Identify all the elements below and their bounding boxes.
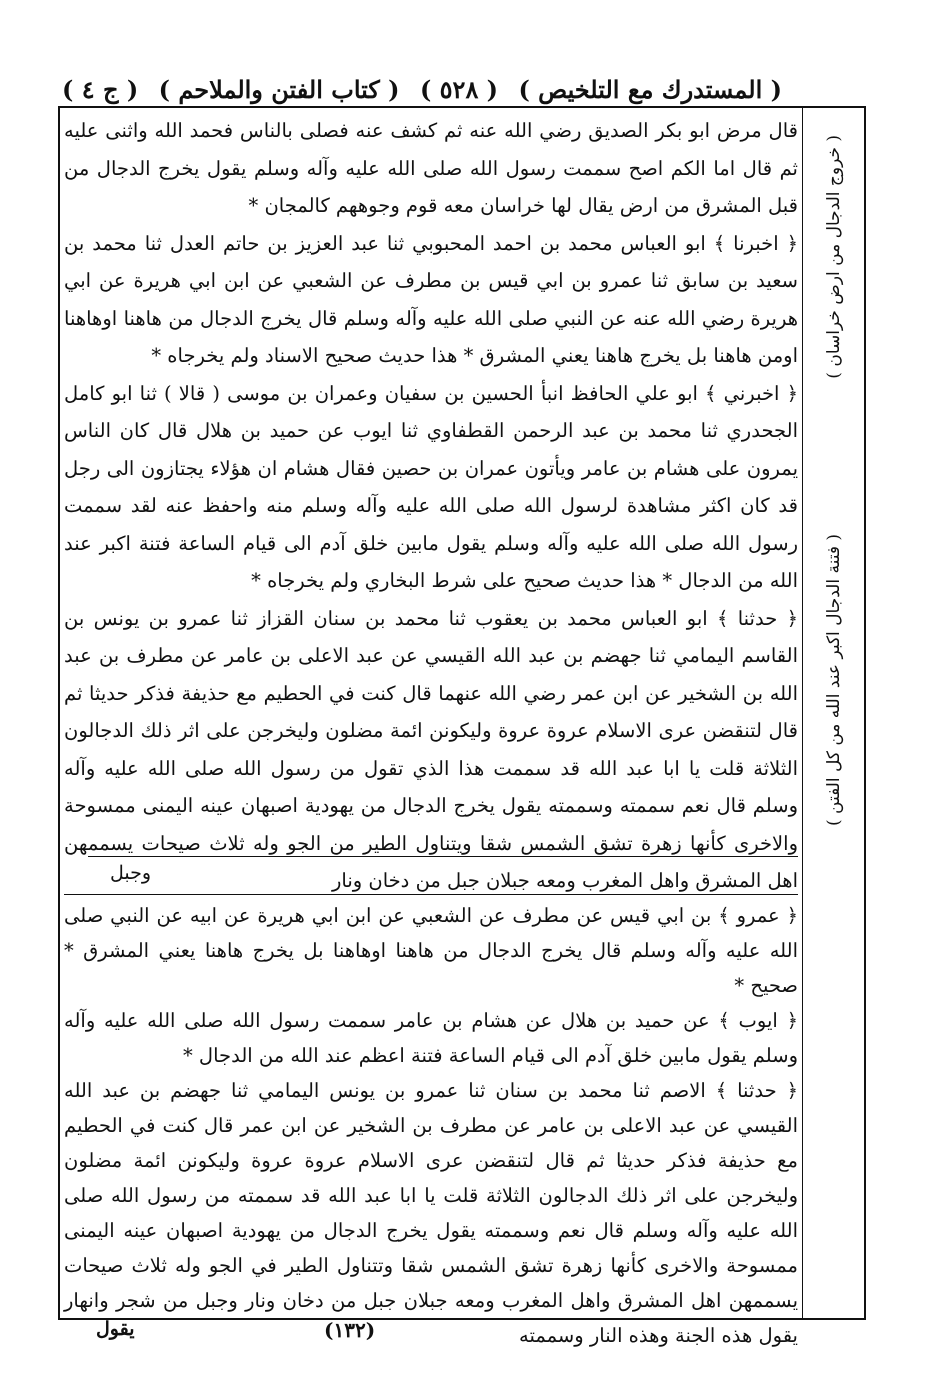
header-section-title: ( كتاب الفتن والملاحم ): [158, 74, 400, 104]
main-catchword: وجبل: [110, 862, 152, 884]
header-book-title: ( المستدرك مع التلخيص ): [518, 74, 782, 104]
summary-paragraph: ﴿ حدثنا ﴾ الاصم ثنا محمد بن سنان ثنا عمرو بن يونس اليمامي ثنا جهضم بن عبد الله القيسي عن عبد الاعلى بن عامر عن مطرف بن الشخير عن ابن عمر قال كنت في الحطيم مع حذيفة فذكر حديثا ثم قال لتنقضن عرى الاسلام عروة عروة وليكونن ائمة مضلون وليخرجن على اثر ذلك الدجالون الثلاثة قلت يا ابا عبد الله قد سممته من رسول الله صلى الله عليه وآله وسلم قال نعم وسممته يقول يخرج الدجال من يهودية اصبهان عينه اليمنى ممسوحة والاخرى كأنها زهرة تشق الشمس شقا وتتناول الطير في الجو وله ثلاث صيحات يسممهن اهل المشرق واهل المغرب ومعه جبلان جبل من دخان ونار وجبل من شجر وانهار يقول هذه الجنة وهذه النار وسممته: [64, 1079, 798, 1347]
section-separator-bottom: [64, 894, 798, 895]
header-volume: ( ج ٤ ): [62, 74, 139, 104]
main-paragraph: ﴿ اخبرنا ﴾ ابو العباس محمد بن احمد المحبوبي ثنا عبد العزيز بن حاتم العدل ثنا محمد بن سعيد بن سابق ثنا عمرو بن ابي قيس بن مطرف عن الشعبي عن ابن ابي هريرة عن ابي هريرة رضي الله عنه عن النبي صلى الله عليه وآله وسلم قال يخرج الدجال من هاهنا اوهاهنا اومن هاهنا بل يخرج هاهنا يعني المشرق * هذا حديث صحيح الاسناد ولم يخرجاه *: [64, 231, 798, 367]
header-page-number: ( ٥٢٨ ): [419, 74, 499, 104]
main-paragraph: قال مرض ابو بكر الصديق رضي الله عنه ثم كشف عنه فصلى بالناس فحمد الله واثنى عليه ثم قال اما الكم اصح سممت رسول الله صلى الله عليه وآله وسلم يقول يخرج الدجال من قبل المشرق من ارض يقال لها خراسان معه قوم وجوههم كالمجان *: [64, 119, 798, 217]
summary-text-block: [64, 898, 798, 1353]
main-paragraph: ﴿ حدثنا ﴾ ابو العباس محمد بن يعقوب ثنا محمد بن سنان القزاز ثنا عمرو بن يونس بن القاسم اليمامي ثنا جهضم بن عبد الله القيسي عن عبد الاعلى بن عامر عن مطرف بن عبد الله بن الشخير عن ابن عمر رضي الله عنهما قال كنت في الحطيم مع حذيفة فذكر حديثا ثم قال لتنقضن عرى الاسلام عروة عروة وليكونن ائمة مضلون وليخرجن على اثر ذلك الدجالون الثلاثة قلت يا ابا عبد الله قد سممت هذا الذي تقول من رسول الله صلى الله عليه وآله وسلم قال نعم سممته وسممته يقول يخرج الدجال من يهودية اصبهان عينه اليمنى ممسوحة والاخرى كأنها زهرة تشق الشمس شقا ويتناول الطير من الجو وله ثلاث صيحات يسممهن اهل المشرق واهل المغرب ومعه جبلان جبل من دخان ونار: [64, 606, 798, 892]
margin-note-2: ( فتنة الدجال اكبر عند الله من كل الفتن ): [824, 533, 844, 827]
footer-catchword: يقول: [96, 1318, 135, 1340]
section-separator-top: [88, 856, 798, 857]
footer-page-number: (١٣٢): [324, 1318, 376, 1342]
main-text-block: [64, 112, 798, 900]
margin-column-rule: [802, 106, 803, 1320]
margin-note-1: ( خروج الدجال من ارض خراسان ): [824, 135, 844, 379]
summary-paragraph: ﴿ عمرو ﴾ بن ابي قيس عن مطرف عن الشعبي عن ابن ابي هريرة عن ابيه عن النبي صلى الله عليه وآله وسلم قال يخرج الدجال من هاهنا اوهاهنا بل يخرج هاهنا يعني المشرق * صحيح *: [64, 904, 798, 997]
main-paragraph: ﴿ اخبرني ﴾ ابو علي الحافظ انبأ الحسين بن سفيان وعمران بن موسى ( قالا ) ثنا ابو كامل الجحدري ثنا محمد بن عبد الرحمن القطفاوي ثنا ايوب عن حميد بن هلال قال كان الناس يمرون على هشام بن عامر ويأتون عمران بن حصين فقال هشام ان هؤلاء يجتازون الى رجل قد كان اكثر مشاهدة لرسول الله صلى الله عليه وآله وسلم منه واحفظ عنه لقد سممت رسول الله صلى الله عليه وآله وسلم يقول مابين خلق آدم الى قيام الساعة فتنة اكبر عند الله من الدجال * هذا حديث صحيح على شرط البخاري ولم يخرجاه *: [64, 381, 798, 592]
summary-paragraph: ﴿ ايوب ﴾ عن حميد بن هلال عن هشام بن عامر سممت رسول الله صلى الله عليه وآله وسلم يقول مابين خلق آدم الى قيام الساعة فتنة اعظم عند الله من الدجال *: [64, 1009, 798, 1067]
